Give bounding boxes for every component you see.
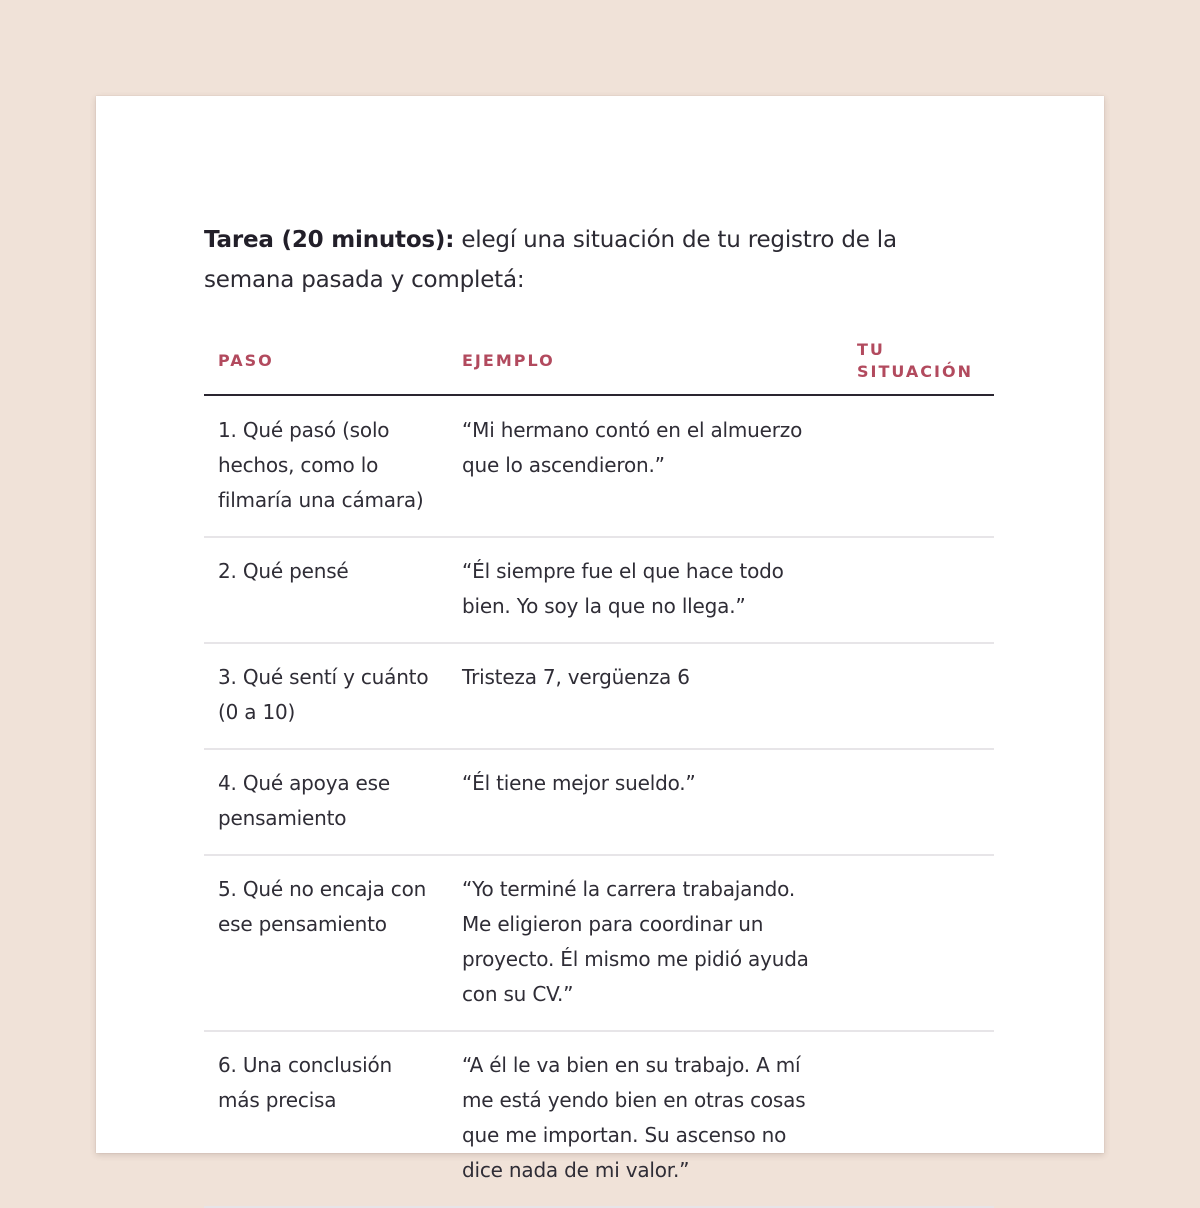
- worksheet-card: [96, 96, 1104, 1182]
- thought-record-table: [204, 328, 994, 1208]
- table-row: [204, 643, 994, 749]
- task-instructions: [204, 220, 964, 300]
- task-title: Tarea (20 minutos):: [204, 227, 455, 253]
- task-description: elegí una situación de tu registro de la semana pasada y completá:: [204, 227, 897, 293]
- step-cell: 3. Qué sentí y cuánto (0 a 10): [204, 643, 448, 749]
- table-row: [204, 537, 994, 643]
- your-situation-cell[interactable]: [843, 395, 994, 537]
- table-row: [204, 749, 994, 855]
- example-cell: “Mi hermano contó en el almuerzo que lo ascendieron.”: [448, 395, 843, 537]
- step-cell: 6. Una conclusión más precisa: [204, 1031, 448, 1207]
- example-cell: “A él le va bien en su trabajo. A mí me está yendo bien en otras cosas que me importan. Su ascenso no dice nada de mi valor.”: [448, 1031, 843, 1207]
- step-cell: 4. Qué apoya ese pensamiento: [204, 749, 448, 855]
- table-row: [204, 855, 994, 1031]
- example-cell: “Él siempre fue el que hace todo bien. Yo soy la que no llega.”: [448, 537, 843, 643]
- header-step: PASO: [204, 328, 448, 395]
- step-cell: 1. Qué pasó (solo hechos, como lo filmaría una cámara): [204, 395, 448, 537]
- your-situation-cell[interactable]: [843, 537, 994, 643]
- example-cell: “Él tiene mejor sueldo.”: [448, 749, 843, 855]
- table-row: [204, 395, 994, 537]
- your-situation-cell[interactable]: [843, 855, 994, 1031]
- step-cell: 5. Qué no encaja con ese pensamiento: [204, 855, 448, 1031]
- example-cell: “Yo terminé la carrera trabajando. Me eligieron para coordinar un proyecto. Él mismo me pidió ayuda con su CV.”: [448, 855, 843, 1031]
- your-situation-cell[interactable]: [843, 749, 994, 855]
- your-situation-cell[interactable]: [843, 643, 994, 749]
- table-header-row: [204, 328, 994, 395]
- table-row: [204, 1031, 994, 1207]
- header-example: EJEMPLO: [448, 328, 843, 395]
- example-cell: Tristeza 7, vergüenza 6: [448, 643, 843, 749]
- header-your-situation: TU SITUACIÓN: [843, 328, 994, 395]
- your-situation-cell[interactable]: [843, 1031, 994, 1207]
- step-cell: 2. Qué pensé: [204, 537, 448, 643]
